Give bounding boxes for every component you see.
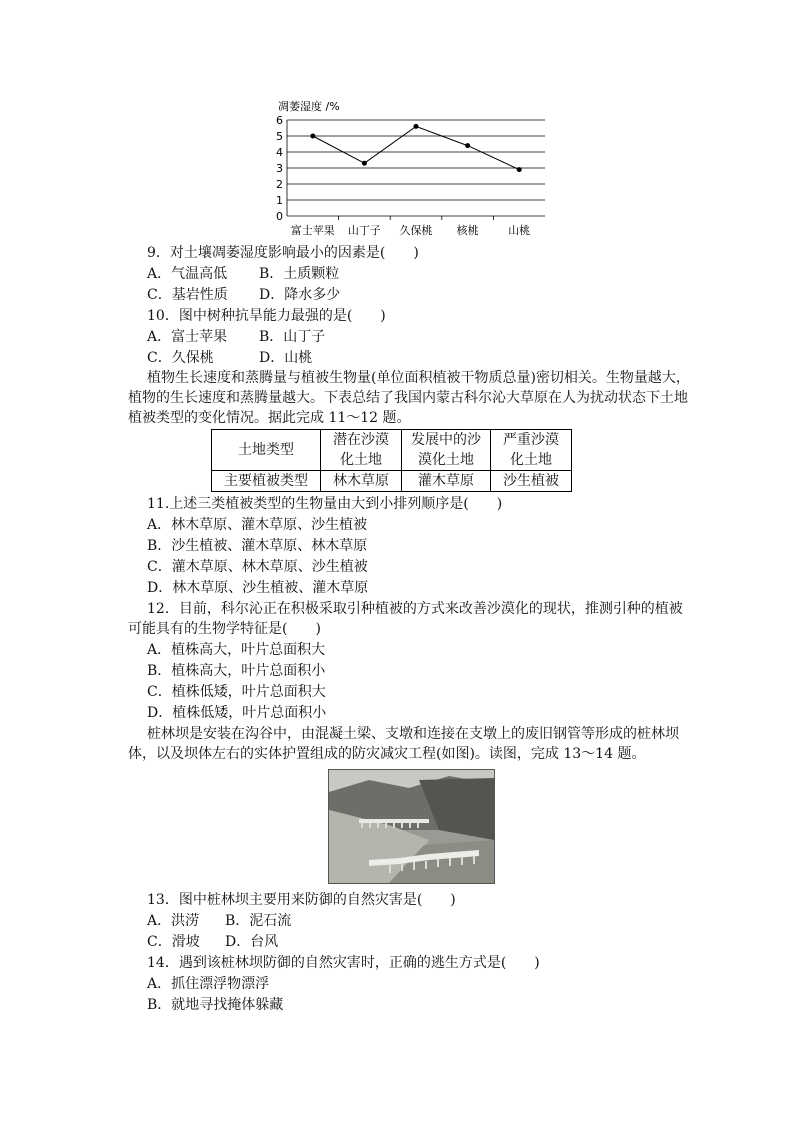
q11-stem: 11.上述三类植被类型的生物量由大到小排列顺序是( )	[147, 496, 503, 512]
q14-option-a: A．抓住漂浮物漂浮	[147, 976, 270, 992]
q13-stem: 13．图中桩林坝主要用来防御的自然灾害是( )	[147, 892, 456, 908]
q11-option-a: A．林木草原、灌木草原、沙生植被	[147, 517, 368, 533]
q13-option-c: C．滑坡	[147, 934, 200, 950]
q11-option-d: D．林木草原、沙生植被、灌木草原	[147, 580, 369, 596]
q12-stem-line2: 可能具有的生物学特征是( )	[128, 621, 321, 637]
chart-ylabel: 凋萎湿度 /%	[278, 100, 340, 113]
q9-stem: 9．对土壤凋萎湿度影响最小的因素是( )	[147, 245, 419, 261]
y-tick-label: 4	[276, 146, 283, 159]
x-tick-label: 富士苹果	[290, 224, 335, 237]
wilting-humidity-chart	[270, 96, 555, 241]
q13-option-b: B．泥石流	[225, 913, 292, 929]
y-tick-label: 3	[276, 162, 283, 175]
data-point	[517, 167, 522, 172]
y-tick-label: 6	[276, 114, 283, 127]
x-tick-label: 山丁子	[347, 224, 381, 237]
table-header-severe: 严重沙漠 化土地	[491, 430, 572, 471]
q12-option-d: D．植株低矮，叶片总面积小	[147, 705, 327, 721]
q14-option-b: B．就地寻找掩体躲藏	[147, 997, 284, 1013]
table-header-developing: 发展中的沙 漠化土地	[402, 430, 491, 471]
q14-stem: 14．遇到该桩林坝防御的自然灾害时，正确的逃生方式是( )	[147, 955, 540, 971]
q9-option-c: C．基岩性质	[147, 287, 228, 303]
q11-option-b: B．沙生植被、灌木草原、林木草原	[147, 538, 368, 554]
data-point	[465, 143, 470, 148]
q12-stem-line1: 12．目前，科尔沁正在积极采取引种植被的方式来改善沙漠化的现状，推测引种的植被	[147, 601, 683, 617]
x-tick-label: 核桃	[456, 224, 479, 237]
q9-option-b: B．土质颗粒	[259, 266, 340, 282]
passage2-line2: 体，以及坝体左右的实体护置组成的防灾减灾工程(如图)。读图，完成 13～14 题。	[128, 746, 646, 762]
q12-option-a: A．植株高大，叶片总面积大	[147, 642, 326, 658]
y-tick-label: 0	[276, 210, 283, 223]
x-tick-label: 山桃	[508, 224, 531, 237]
table-cell-shrub-steppe: 灌木草原	[402, 471, 491, 492]
passage1-line1: 植物生长速度和蒸腾量与植被生物量(单位面积植被干物质总量)密切相关。生物量越大，	[147, 370, 690, 386]
q11-option-c: C．灌木草原、林木草原、沙生植被	[147, 559, 368, 575]
q13-option-a: A．洪涝	[147, 913, 200, 929]
q10-option-d: D．山桃	[259, 350, 313, 366]
data-point	[362, 161, 367, 166]
y-tick-label: 2	[276, 178, 283, 191]
table-header-potential: 潜在沙漠 化土地	[321, 430, 402, 471]
data-point	[414, 124, 419, 129]
table-cell-forest-steppe: 林木草原	[321, 471, 402, 492]
q10-option-a: A．富士苹果	[147, 329, 228, 345]
table-row-label: 主要植被类型	[212, 471, 321, 492]
passage2-line1: 桩林坝是安装在沟谷中，由混凝土梁、支墩和连接在支墩上的废旧钢管等形成的桩林坝	[147, 726, 679, 742]
chart-grid	[287, 120, 545, 216]
q13-option-d: D．台风	[225, 934, 279, 950]
data-point	[310, 134, 315, 139]
y-tick-label: 5	[276, 130, 283, 143]
y-tick-label: 1	[276, 194, 283, 207]
chart-y-ticks	[276, 114, 283, 223]
q12-option-c: C．植株低矮，叶片总面积大	[147, 684, 326, 700]
q10-option-b: B．山丁子	[259, 329, 326, 345]
chart-x-ticks	[291, 216, 530, 237]
pile-forest-dam-photo	[328, 769, 495, 884]
series-line	[313, 126, 519, 169]
q10-option-c: C．久保桃	[147, 350, 214, 366]
passage1-line2: 植物的生长速度和蒸腾量越大。下表总结了我国内蒙古科尔沁大草原在人为扰动状态下土地	[128, 390, 688, 406]
q12-option-b: B．植株高大，叶片总面积小	[147, 663, 326, 679]
q9-option-a: A．气温高低	[147, 266, 228, 282]
q9-option-d: D．降水多少	[259, 287, 341, 303]
q10-stem: 10．图中树种抗旱能力最强的是( )	[147, 308, 386, 324]
chart-points	[310, 124, 521, 172]
table-header-land-type: 土地类型	[212, 430, 321, 471]
land-vegetation-table	[211, 429, 572, 492]
passage1-line3: 植被类型的变化情况。据此完成 11～12 题。	[128, 410, 411, 426]
x-tick-label: 久保桃	[399, 224, 433, 237]
table-cell-psammophyte: 沙生植被	[491, 471, 572, 492]
